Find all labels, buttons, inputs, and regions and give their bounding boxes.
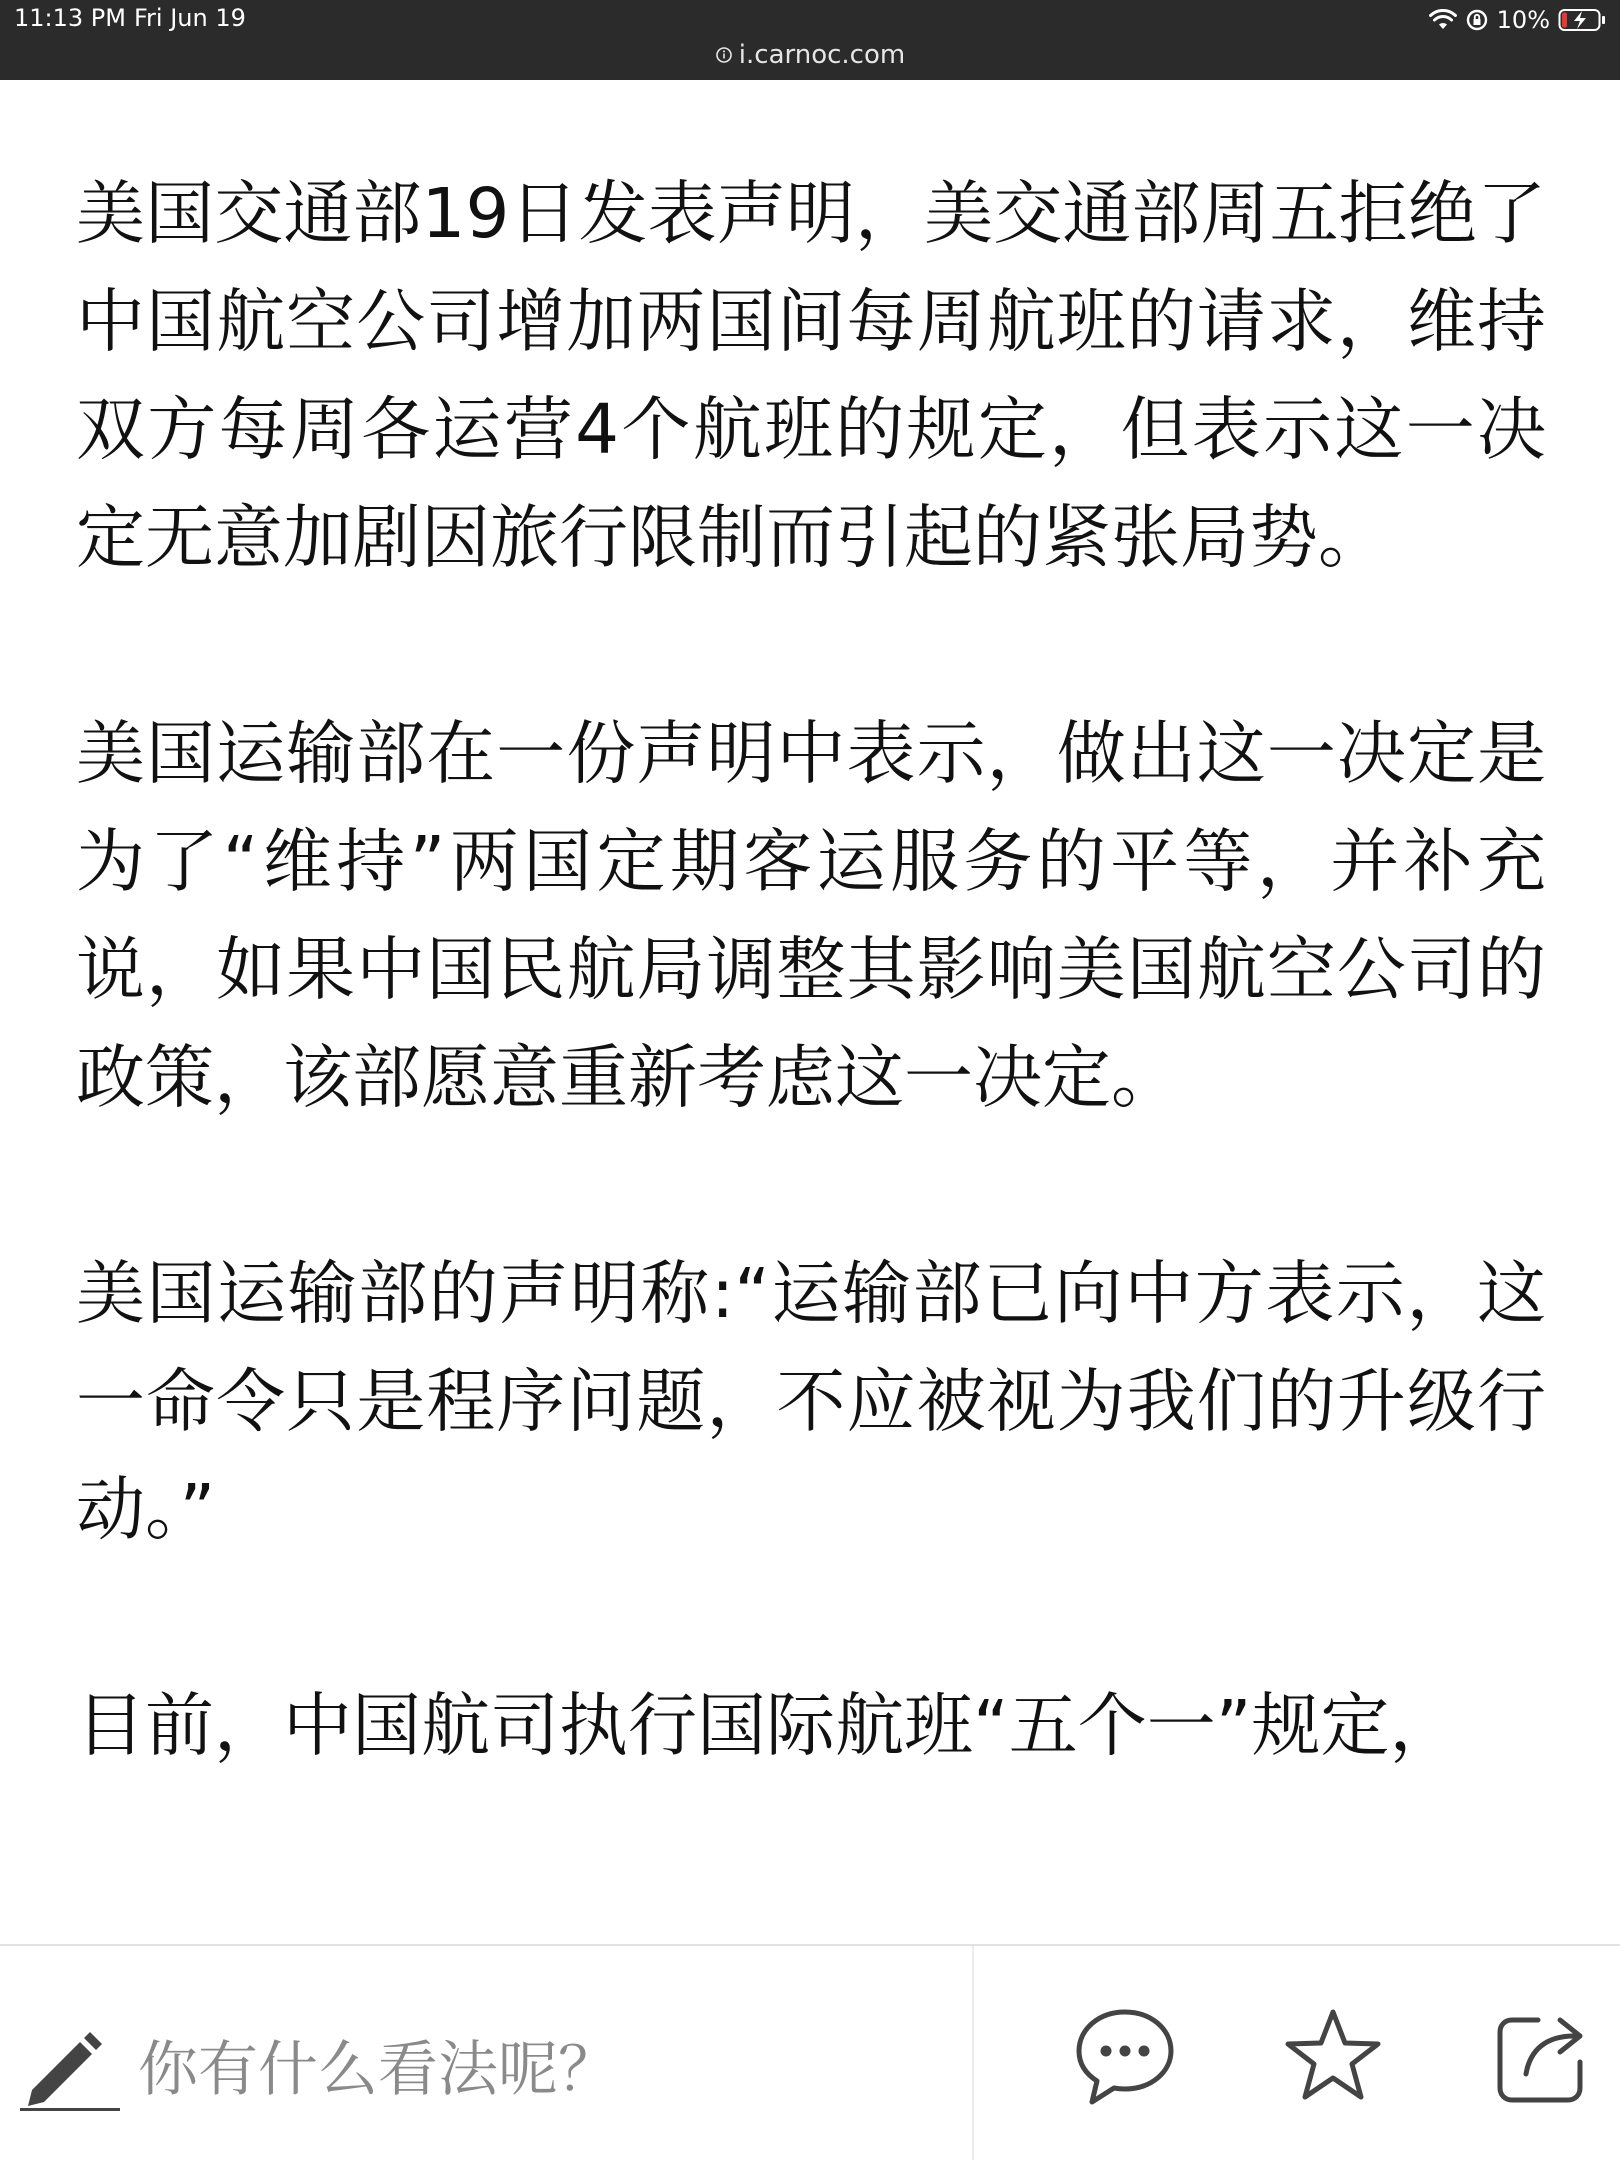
comment-placeholder: 你有什么看法呢？ bbox=[138, 2035, 618, 2105]
article-paragraph: 目前，中国航司执行国际航班“五个一”规定， bbox=[76, 1686, 1459, 1766]
top-bar bbox=[0, 0, 1620, 80]
url-bar[interactable] bbox=[0, 38, 1620, 72]
battery-percent: 10% bbox=[1496, 6, 1550, 34]
star-icon[interactable] bbox=[1278, 2002, 1388, 2112]
status-indicators bbox=[1429, 2, 1606, 38]
comment-input[interactable] bbox=[0, 1946, 974, 2160]
info-icon bbox=[715, 46, 733, 64]
article-paragraph: 美国运输部的声明称:“运输部已向中方表示，这一命令只是程序问题，不应被视为我们的升级行动。” bbox=[76, 1254, 1546, 1550]
battery-charging-icon bbox=[1558, 8, 1606, 32]
article-body bbox=[76, 160, 1546, 1888]
bottom-action-bar bbox=[0, 1944, 1620, 2160]
comment-bubble-icon[interactable] bbox=[1070, 2002, 1180, 2112]
status-time: 11:13 PM bbox=[14, 4, 126, 32]
pen-icon bbox=[18, 2016, 122, 2112]
url-text[interactable]: i.carnoc.com bbox=[738, 40, 906, 70]
share-icon[interactable] bbox=[1488, 2002, 1598, 2112]
orientation-lock-icon bbox=[1465, 8, 1489, 32]
status-date: Fri Jun 19 bbox=[134, 4, 246, 32]
article-paragraph: 美国交通部19日发表声明，美交通部周五拒绝了中国航空公司增加两国间每周航班的请求，维持双方每周各运营4个航班的规定，但表示这一决定无意加剧因旅行限制而引起的紧张局势。 bbox=[76, 174, 1546, 578]
wifi-icon bbox=[1429, 9, 1457, 31]
article-paragraph: 美国运输部在一份声明中表示，做出这一决定是为了“维持”两国定期客运服务的平等，并补充说，如果中国民航局调整其影响美国航空公司的政策，该部愿意重新考虑这一决定。 bbox=[76, 714, 1546, 1118]
